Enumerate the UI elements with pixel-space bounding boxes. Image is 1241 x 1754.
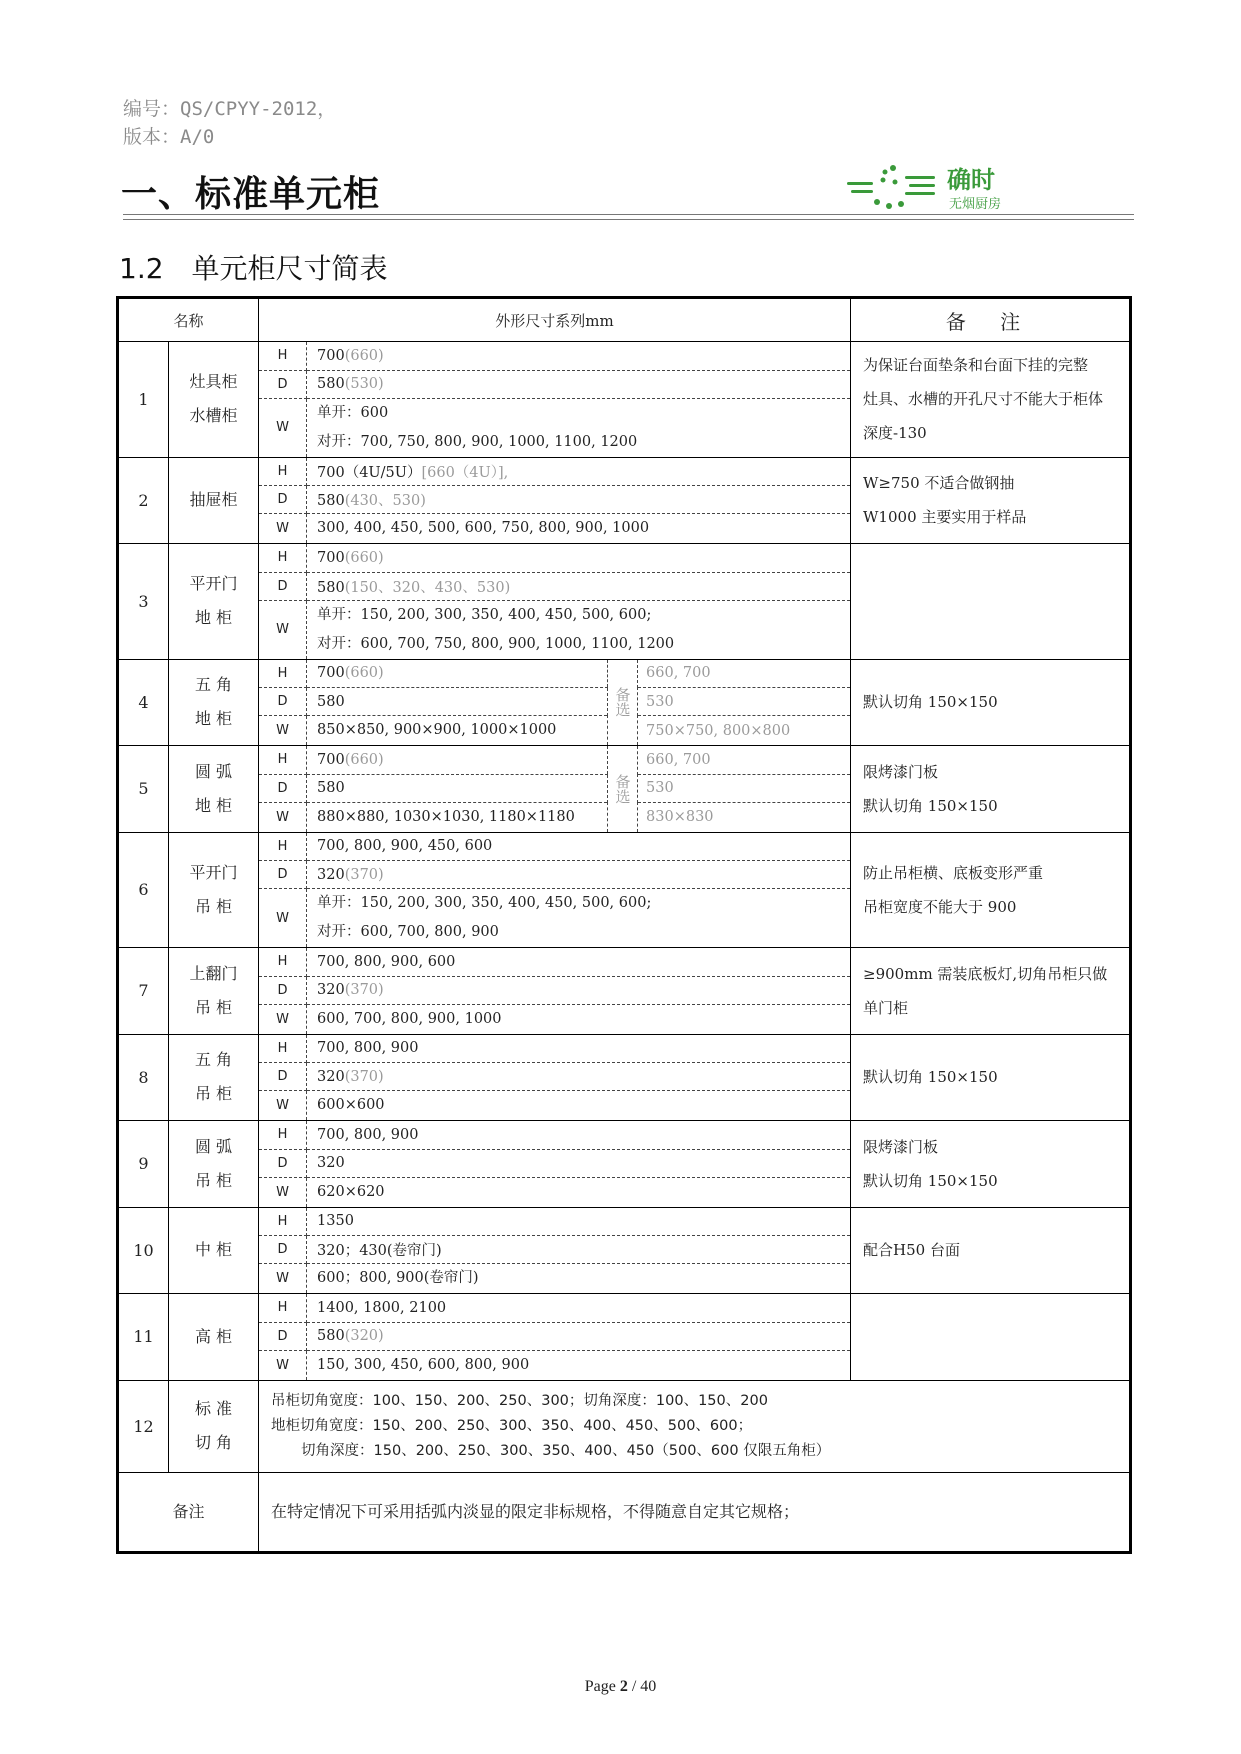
- dimension-label: D: [259, 486, 307, 514]
- remark-cell: [851, 1121, 1131, 1208]
- header-dims: 外形尺寸系列mm: [259, 298, 851, 342]
- dimension-main: 700: [317, 665, 345, 682]
- alternative-value: 530: [638, 774, 851, 802]
- cabinet-name-line: 地 柜: [194, 709, 233, 729]
- cabinet-name-line: 吊 柜: [194, 1084, 233, 1104]
- remark-line: 为保证台面垫条和台面下挂的完整: [863, 356, 1089, 375]
- dimension-value: [307, 1121, 851, 1149]
- dimension-subtable: [259, 660, 850, 746]
- width-line: 单开：150, 200, 300, 350, 400, 450, 500, 600;: [317, 606, 652, 623]
- cabinet-name-line: 吊 柜: [194, 1170, 233, 1190]
- dimension-main: 1350: [317, 1213, 354, 1230]
- width-line: 600, 700, 800, 900, 1000: [317, 1010, 502, 1027]
- cabinet-name-line: 中 柜: [194, 1240, 233, 1260]
- dimension-value: [307, 976, 851, 1004]
- document-version: 版本：A/0: [123, 126, 215, 148]
- dimension-label: H: [259, 660, 307, 688]
- remark-cell: [851, 832, 1131, 948]
- cabinet-name-line: 抽屉柜: [189, 490, 238, 510]
- remark-cell: [851, 659, 1131, 746]
- cabinet-name: [169, 659, 259, 746]
- cabinet-name: [169, 544, 259, 660]
- company-logo: [845, 162, 1065, 214]
- dimension-nonstandard: (430、530): [344, 493, 426, 509]
- cabinet-name: [169, 832, 259, 948]
- dimension-label: W: [259, 600, 307, 659]
- section-heading: [119, 247, 388, 287]
- remark-cell: [851, 1294, 1131, 1381]
- dimension-value: [307, 774, 608, 802]
- remark-line: 吊柜宽度不能大于 900: [863, 897, 1017, 916]
- dimension-row: [259, 1322, 850, 1350]
- table-row: [118, 746, 1131, 833]
- dimension-cell: [259, 659, 851, 746]
- dimension-label: W: [259, 802, 307, 832]
- cut-corner-line: 切角深度：150、200、250、300、350、400、450（500、600 仅限五角柜）: [301, 1442, 831, 1459]
- logo-tagline: 无烟厨房: [949, 197, 1002, 212]
- dimension-label: H: [259, 544, 307, 572]
- dimension-subtable: [259, 544, 850, 659]
- dimension-main: 700, 800, 900: [317, 1126, 419, 1143]
- cut-corner-line: 地柜切角宽度：150、200、250、300、350、400、450、500、600；: [271, 1417, 753, 1434]
- dimension-value: [307, 889, 851, 948]
- dimension-row: [259, 398, 850, 457]
- table-row: [118, 544, 1131, 660]
- dimension-subtable: [259, 1121, 850, 1207]
- cabinet-name: [169, 746, 259, 833]
- cabinet-name: [169, 1207, 259, 1294]
- dimension-label: W: [259, 1004, 307, 1034]
- dimension-main: 320；430(卷帘门): [317, 1243, 442, 1259]
- cabinet-name-line: 灶具柜: [189, 372, 238, 392]
- dimension-value: [307, 544, 851, 572]
- dimension-row: [259, 861, 850, 889]
- cabinet-name: [169, 342, 259, 458]
- dimension-label: D: [259, 688, 307, 716]
- cabinet-name: [169, 1034, 259, 1121]
- dimension-row: [259, 1208, 850, 1236]
- cabinet-name: [169, 1294, 259, 1381]
- dimension-value: [307, 458, 851, 486]
- dimension-nonstandard: (660): [344, 549, 384, 566]
- section-title: 单元柜尺寸简表: [191, 252, 388, 285]
- dimension-main: 320: [317, 1155, 345, 1171]
- cut-corner-spec: [259, 1380, 1131, 1472]
- dimension-subtable: [259, 833, 850, 948]
- dimension-value: [307, 1294, 851, 1322]
- dimension-row: [259, 802, 850, 832]
- section-number: 1.2: [119, 252, 164, 285]
- dimension-value: [307, 1322, 851, 1350]
- dimension-main: 700, 800, 900, 600: [317, 953, 456, 970]
- cabinet-name-line: 标 准: [194, 1399, 233, 1418]
- dimension-subtable: [259, 746, 850, 832]
- dimension-label: W: [259, 1350, 307, 1380]
- dimension-nonstandard: (370): [344, 866, 384, 883]
- dimension-main: 580: [317, 780, 345, 796]
- width-line: 对开：600, 700, 800, 900: [317, 924, 499, 940]
- remark-cell: [851, 746, 1131, 833]
- dimension-value: [307, 861, 851, 889]
- cabinet-name-line: 水槽柜: [189, 406, 238, 426]
- remark-line: 限烤漆门板: [863, 1137, 939, 1156]
- dimension-row: [259, 458, 850, 486]
- dimension-row: [259, 600, 850, 659]
- width-line: 880×880, 1030×1030, 1180×1180: [317, 808, 575, 825]
- dimension-value: [307, 514, 851, 544]
- cabinet-name: [169, 1121, 259, 1208]
- dimension-value: [307, 1149, 851, 1177]
- note-text: 在特定情况下可采用括弧内淡显的限定非标规格，不得随意自定其它规格；: [259, 1472, 1131, 1552]
- dimension-value: [307, 370, 851, 398]
- remark-line: ≥900mm 需装底板灯,切角吊柜只做: [863, 964, 1108, 983]
- dimension-row: [259, 948, 850, 976]
- dimension-row: [259, 660, 850, 688]
- alternative-value: 660, 700: [638, 660, 851, 688]
- page-number: 2: [619, 1678, 628, 1695]
- alternative-label: 备选: [608, 746, 638, 832]
- cabinet-name-line: 吊 柜: [194, 896, 233, 916]
- dimension-label: D: [259, 572, 307, 600]
- remark-cell: [851, 544, 1131, 660]
- dimension-subtable: [259, 1035, 850, 1121]
- remark-cell: [851, 1034, 1131, 1121]
- cabinet-name-line: 圆 弧: [194, 1136, 233, 1156]
- dimension-row: [259, 746, 850, 774]
- width-line: 对开：600, 700, 750, 800, 900, 1000, 1100, 1200: [317, 635, 675, 652]
- dimension-main: 700（4U/5U）: [317, 464, 422, 481]
- page-footer: [0, 1678, 1241, 1696]
- dimension-label: H: [259, 746, 307, 774]
- dimension-value: [307, 746, 608, 774]
- dimension-row: [259, 1294, 850, 1322]
- dimension-label: H: [259, 948, 307, 976]
- header-name: 名称: [118, 298, 259, 342]
- remark-line: 限烤漆门板: [863, 762, 939, 781]
- cabinet-name-line: 平开门: [189, 862, 238, 882]
- dimension-value: [307, 1035, 851, 1063]
- dimension-label: H: [259, 1035, 307, 1063]
- row-number: 12: [118, 1380, 169, 1472]
- cabinet-name-line: 上翻门: [189, 963, 238, 983]
- dimension-value: [307, 688, 608, 716]
- dimension-label: H: [259, 458, 307, 486]
- cut-corner-line: 吊柜切角宽度：100、150、200、250、300；切角深度：100、150、200: [271, 1392, 768, 1409]
- dimension-row: [259, 774, 850, 802]
- dimension-cell: [259, 1207, 851, 1294]
- dimension-main: 1400, 1800, 2100: [317, 1299, 447, 1316]
- dimension-value: [307, 1236, 851, 1264]
- dimension-label: W: [259, 398, 307, 457]
- logo-name: 确时: [947, 166, 995, 194]
- dimension-cell: [259, 342, 851, 458]
- dimension-main: 580: [317, 376, 345, 392]
- dimension-row: [259, 1236, 850, 1264]
- cabinet-name-line: 圆 弧: [194, 761, 233, 781]
- remark-line: 单门柜: [863, 998, 909, 1017]
- cabinet-name-line: 五 角: [194, 675, 233, 695]
- dimension-row: [259, 370, 850, 398]
- dimension-cell: [259, 948, 851, 1035]
- remark-cell: [851, 342, 1131, 458]
- page-total: 40: [640, 1678, 657, 1695]
- dimension-row: [259, 1350, 850, 1380]
- dimension-cell: [259, 1121, 851, 1208]
- dimension-cell: [259, 1294, 851, 1381]
- dimension-subtable: [259, 458, 850, 544]
- width-line: 620×620: [317, 1183, 385, 1200]
- row-number: 3: [118, 544, 169, 660]
- dimension-main: 700, 800, 900, 450, 600: [317, 838, 493, 855]
- dimension-row: [259, 1149, 850, 1177]
- table-row: [118, 1034, 1131, 1121]
- dimension-nonstandard: (660): [344, 751, 384, 768]
- dimension-row: [259, 1177, 850, 1207]
- header-rule-secondary: [123, 219, 1134, 220]
- table-row: [118, 1121, 1131, 1208]
- dimension-value: [307, 572, 851, 600]
- footer-sep: /: [627, 1678, 641, 1695]
- document-code: 编号：QS/CPYY-2012，: [123, 98, 337, 120]
- table-header-row: [118, 298, 1131, 342]
- cabinet-name-line: 切 角: [194, 1433, 233, 1452]
- dimension-label: D: [259, 1063, 307, 1091]
- dimension-row: [259, 1091, 850, 1121]
- remark-line: 默认切角 150×150: [863, 796, 998, 815]
- dimension-main: 320: [317, 982, 345, 998]
- remark-line: 默认切角 150×150: [863, 1171, 998, 1190]
- width-line: 300, 400, 450, 500, 600, 750, 800, 900, 1000: [317, 520, 650, 536]
- remark-line: W1000 主要实用于样品: [863, 508, 1027, 527]
- alternative-label: 备选: [608, 660, 638, 746]
- dimension-label: H: [259, 833, 307, 861]
- dimension-value: [307, 660, 608, 688]
- row-number: 4: [118, 659, 169, 746]
- remark-line: 默认切角 150×150: [863, 693, 998, 712]
- row-number: 9: [118, 1121, 169, 1208]
- dimension-subtable: [259, 1208, 850, 1294]
- dimension-row: [259, 486, 850, 514]
- dimension-main: 580: [317, 1328, 345, 1344]
- cabinet-name: [169, 1380, 259, 1472]
- dimension-label: D: [259, 774, 307, 802]
- dimension-label: H: [259, 1121, 307, 1149]
- cabinet-name-line: 地 柜: [194, 608, 233, 628]
- header-rule: [123, 214, 1134, 215]
- dimension-value: [307, 1091, 851, 1121]
- dimension-label: H: [259, 1208, 307, 1236]
- dimension-row: [259, 976, 850, 1004]
- dimension-nonstandard: [660（4U）],: [421, 464, 509, 481]
- dimension-main: 580: [317, 493, 345, 509]
- dimension-main: 700, 800, 900: [317, 1040, 419, 1057]
- dimension-row: [259, 1035, 850, 1063]
- cabinet-name-line: 高 柜: [194, 1326, 233, 1346]
- dimension-nonstandard: (370): [344, 982, 384, 998]
- dimension-label: H: [259, 342, 307, 370]
- remark-line: 默认切角 150×150: [863, 1068, 998, 1087]
- dimension-row: [259, 342, 850, 370]
- dimension-value: [307, 486, 851, 514]
- dimension-main: 700: [317, 347, 345, 364]
- dimension-subtable: [259, 948, 850, 1034]
- dimension-label: W: [259, 1264, 307, 1294]
- dimension-label: W: [259, 889, 307, 948]
- dimension-label: W: [259, 716, 307, 746]
- width-line: 600；800, 900(卷帘门): [317, 1270, 479, 1286]
- dimension-cell: [259, 1034, 851, 1121]
- dimension-main: 320: [317, 1068, 345, 1085]
- dimension-nonstandard: (660): [344, 665, 384, 682]
- dimension-label: D: [259, 1322, 307, 1350]
- remark-cell: [851, 948, 1131, 1035]
- dimension-value: [307, 802, 608, 832]
- dimension-value: [307, 398, 851, 457]
- dimension-subtable: [259, 342, 850, 457]
- row-number: 1: [118, 342, 169, 458]
- dimension-row: [259, 688, 850, 716]
- note-label: 备注: [118, 1472, 259, 1552]
- dimension-label: H: [259, 1294, 307, 1322]
- footer-prefix: Page: [584, 1678, 620, 1695]
- dimension-row: [259, 716, 850, 746]
- row-number: 11: [118, 1294, 169, 1381]
- dimension-main: 580: [317, 693, 345, 710]
- dimension-value: [307, 600, 851, 659]
- dimension-row: [259, 833, 850, 861]
- cabinet-name-line: 平开门: [189, 574, 238, 594]
- alternative-value: 830×830: [646, 809, 714, 825]
- remark-line: 灶具、水槽的开孔尺寸不能大于柜体: [863, 390, 1104, 409]
- width-line: 单开：600: [317, 404, 389, 421]
- width-line: 850×850, 900×900, 1000×1000: [317, 722, 557, 738]
- width-line: 600×600: [317, 1097, 385, 1113]
- cabinet-name: [169, 457, 259, 544]
- alternative-value: 530: [638, 688, 851, 716]
- table-row: [118, 342, 1131, 458]
- row-number: 10: [118, 1207, 169, 1294]
- dimension-row: [259, 889, 850, 948]
- dimension-cell: [259, 746, 851, 833]
- width-line: 对开：700, 750, 800, 900, 1000, 1100, 1200: [317, 433, 638, 450]
- table-row: [118, 948, 1131, 1035]
- dimension-row: [259, 514, 850, 544]
- dimension-main: 700: [317, 549, 345, 566]
- remark-line: 配合H50 台面: [863, 1241, 960, 1260]
- dimension-nonstandard: (530): [344, 376, 384, 392]
- dimension-label: W: [259, 514, 307, 544]
- table-row: [118, 1294, 1131, 1381]
- dimension-value: [307, 1350, 851, 1380]
- alternative-value: 660, 700: [638, 746, 851, 774]
- dimension-value: [307, 342, 851, 370]
- width-line: 单开：150, 200, 300, 350, 400, 450, 500, 600;: [317, 895, 652, 911]
- header-remarks: 备 注: [851, 298, 1131, 342]
- dimension-row: [259, 1063, 850, 1091]
- row-number: 7: [118, 948, 169, 1035]
- width-line: 150, 300, 450, 600, 800, 900: [317, 1356, 530, 1373]
- dimension-label: W: [259, 1177, 307, 1207]
- cabinet-name-line: 地 柜: [194, 795, 233, 815]
- dimension-label: D: [259, 1236, 307, 1264]
- dimension-row: [259, 572, 850, 600]
- dimension-value: [307, 1264, 851, 1294]
- alternative-value: 750×750, 800×800: [646, 722, 791, 739]
- dimension-cell: [259, 457, 851, 544]
- dimension-value: [307, 1177, 851, 1207]
- remark-line: 深度-130: [863, 424, 927, 443]
- table-row: [118, 832, 1131, 948]
- dimension-row: [259, 544, 850, 572]
- dimension-nonstandard: (150、320、430、530): [344, 579, 511, 596]
- remark-cell: [851, 1207, 1131, 1294]
- dimension-label: D: [259, 976, 307, 1004]
- dimension-subtable: [259, 1294, 850, 1380]
- row-number: 2: [118, 457, 169, 544]
- table-row: [118, 1380, 1131, 1472]
- row-number: 5: [118, 746, 169, 833]
- dimension-cell: [259, 832, 851, 948]
- table-row: [118, 659, 1131, 746]
- dimension-main: 700: [317, 751, 345, 768]
- dimension-main: 320: [317, 866, 345, 883]
- cabinet-name-line: 五 角: [194, 1050, 233, 1070]
- table-row: [118, 457, 1131, 544]
- chapter-title: 一、标准单元柜: [121, 174, 381, 215]
- remark-cell: [851, 457, 1131, 544]
- note-row: [118, 1472, 1131, 1552]
- cabinet-size-table: [116, 296, 1132, 1554]
- dimension-label: D: [259, 370, 307, 398]
- dimension-value: [307, 1004, 851, 1034]
- dimension-label: W: [259, 1091, 307, 1121]
- dimension-main: 580: [317, 579, 345, 596]
- dimension-row: [259, 1264, 850, 1294]
- table-row: [118, 1207, 1131, 1294]
- cabinet-name: [169, 948, 259, 1035]
- row-number: 8: [118, 1034, 169, 1121]
- dimension-value: [307, 948, 851, 976]
- cabinet-name-line: 吊 柜: [194, 997, 233, 1017]
- remark-line: 防止吊柜横、底板变形严重: [863, 863, 1044, 882]
- dimension-row: [259, 1121, 850, 1149]
- remark-line: W≥750 不适合做钢抽: [863, 474, 1015, 493]
- dimension-nonstandard: (660): [344, 347, 384, 364]
- dimension-value: [307, 716, 608, 746]
- dimension-cell: [259, 544, 851, 660]
- row-number: 6: [118, 832, 169, 948]
- dimension-row: [259, 1004, 850, 1034]
- dimension-value: [307, 833, 851, 861]
- dimension-value: [307, 1063, 851, 1091]
- dimension-label: D: [259, 861, 307, 889]
- dimension-label: D: [259, 1149, 307, 1177]
- dimension-nonstandard: (320): [344, 1328, 384, 1344]
- dimension-value: [307, 1208, 851, 1236]
- dimension-nonstandard: (370): [344, 1068, 384, 1085]
